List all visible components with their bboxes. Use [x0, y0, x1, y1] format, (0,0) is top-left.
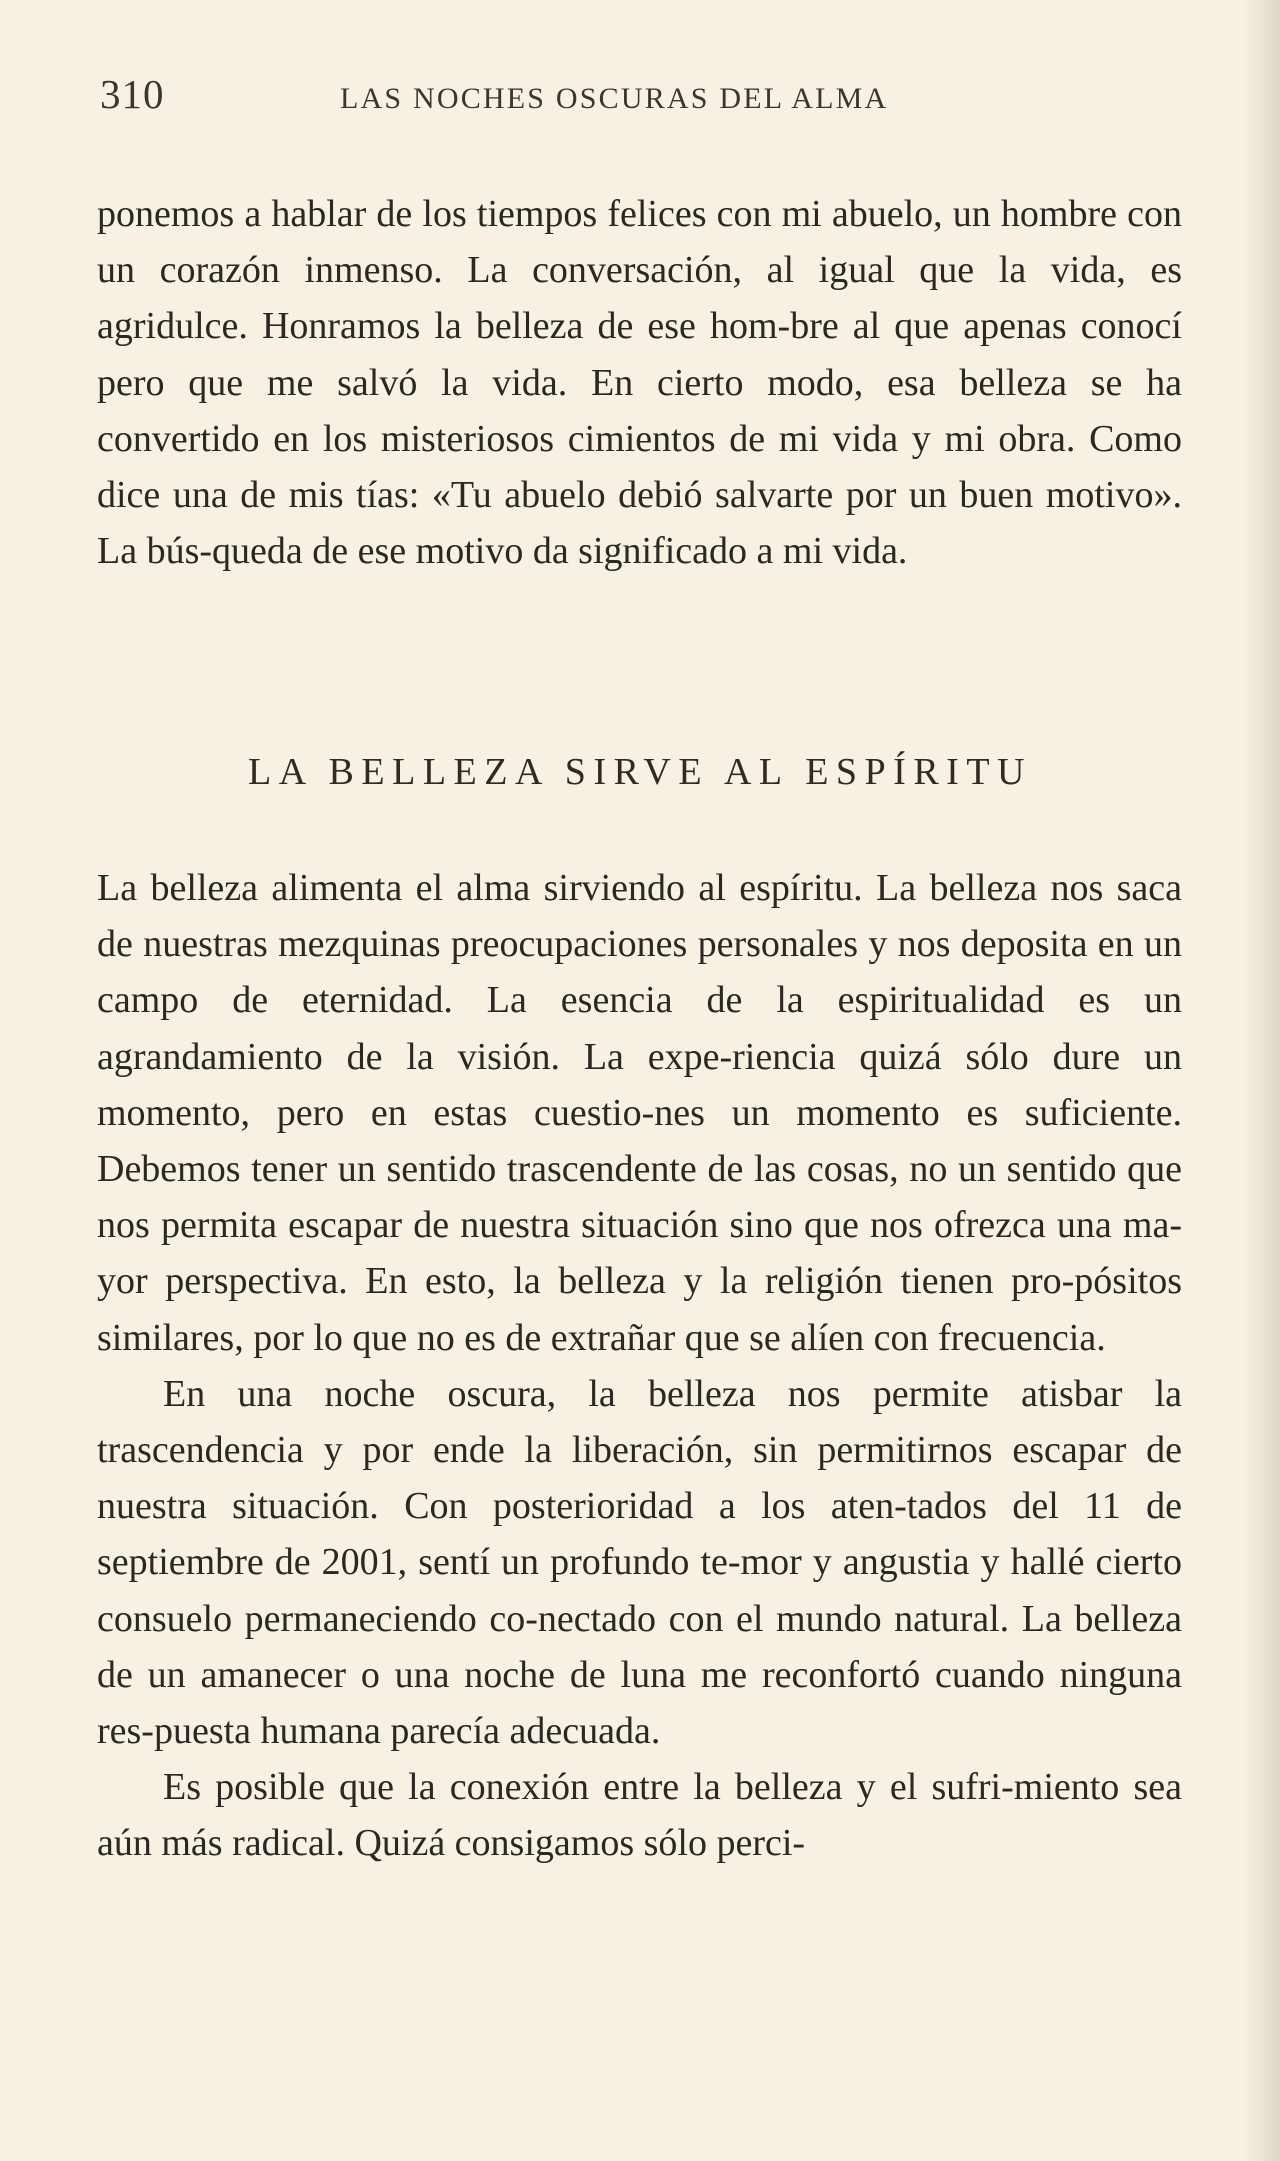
paragraph: Es posible que la conexión entre la belleza y el sufri-miento sea aún más radical. Quizá consigamos sólo perci- [97, 1766, 1182, 1865]
book-title: LAS NOCHES OSCURAS DEL ALMA [340, 82, 889, 115]
running-head [100, 70, 1180, 130]
body-text-section [97, 860, 1182, 1872]
section-heading: LA BELLEZA SIRVE AL ESPÍRITU [248, 751, 1032, 793]
page-number: 310 [100, 71, 165, 117]
paragraph-continued: ponemos a hablar de los tiempos felices con mi abuelo, un hombre con un corazón inmenso. La conversación, al igual que la vida, es agridulce. Honramos la belleza de ese hom-bre al que apenas conocí pero que me salvó la vida. En cierto modo, esa belleza se ha convertido en los misteriosos cimientos de mi vida y mi obra. Como dice una de mis tías: «Tu abuelo debió salvarte por un buen motivo». La bús-queda de ese motivo da significado a mi vida. [97, 193, 1182, 573]
paragraph: La belleza alimenta el alma sirviendo al espíritu. La belleza nos saca de nuestras mezquinas preocupaciones personales y nos deposita en un campo de eternidad. La esencia de la espiritualidad es un agrandamiento de la visión. La expe-riencia quizá sólo dure un momento, pero en estas cuestio-nes un momento es suficiente. Debemos tener un sentido trascendente de las cosas, no un sentido que nos permita escapar de nuestra situación sino que nos ofrezca una ma-yor perspectiva. En esto, la belleza y la religión tienen pro-pósitos similares, por lo que no es de extrañar que se alíen con frecuencia. [97, 867, 1182, 1359]
paragraph: En una noche oscura, la belleza nos permite atisbar la trascendencia y por ende la liberación, sin permitirnos escapar de nuestra situación. Con posterioridad a los aten-tados del 11 de septiembre de 2001, sentí un profundo te-mor y angustia y hallé cierto consuelo permaneciendo co-nectado con el mundo natural. La belleza de un amanecer o una noche de luna me reconfortó cuando ninguna res-puesta humana parecía adecuada. [97, 1372, 1182, 1753]
body-text-top [97, 186, 1182, 579]
page-edge-shade [1244, 0, 1280, 2161]
